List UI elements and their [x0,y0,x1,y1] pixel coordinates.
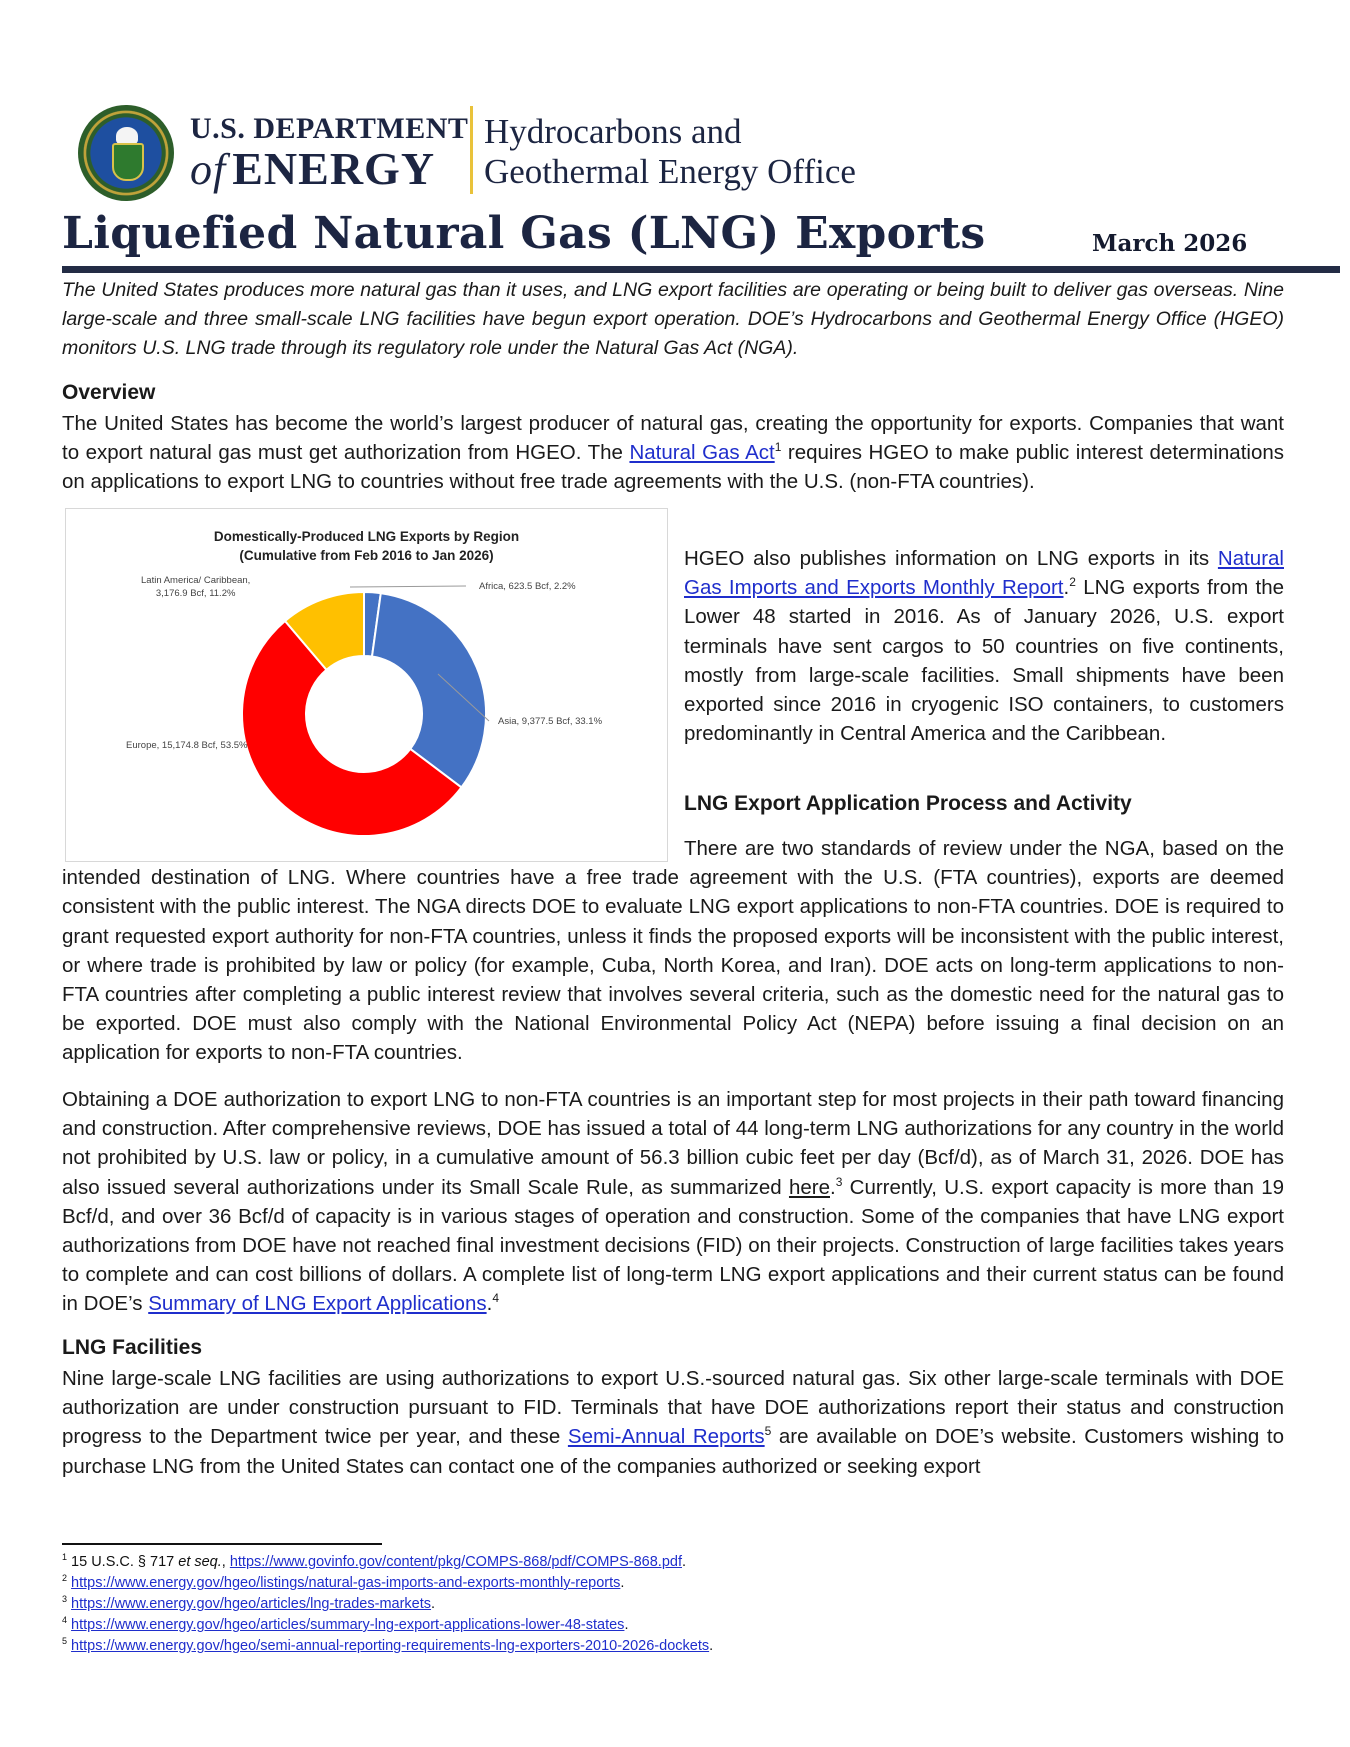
footnote-number: 3 [62,1594,68,1605]
text: are available on DOE’s website. Customers wishing to purchase LNG from the United States can contact one of the companies authorized or seeking export [62,1425,1284,1478]
office-name-line1: Hydrocarbons and [484,112,742,151]
footnote-3 [62,1594,713,1615]
label-latin-america-line1: Latin America/ Caribbean, [141,575,251,586]
agency-name-line1: U.S. DEPARTMENT [190,112,469,145]
footnote-number: 1 [62,1552,68,1563]
footnote-4 [62,1615,713,1636]
footnote-number: 2 [62,1573,68,1584]
label-latin-america [141,574,250,600]
footnote-ref-1[interactable]: 1 [774,440,782,455]
agency-prefix: of [190,145,227,194]
monthly-report-link[interactable]: Natural Gas Imports and Exports Monthly Report [684,547,1284,600]
footnote-5 [62,1636,713,1657]
footnote-ref-3[interactable]: 3 [835,1174,843,1189]
chart-title-line1: Domestically-Produced LNG Exports by Region [213,529,520,544]
footnote-end: . [620,1575,625,1591]
publication-date: March 2026 [1092,230,1248,257]
facilities-heading: LNG Facilities [62,1336,203,1359]
footnote-end: . [431,1596,436,1612]
doe-seal-icon [78,105,174,201]
footnote-1-link[interactable]: https://www.govinfo.gov/content/pkg/COMPS-868/pdf/COMPS-868.pdf [229,1554,682,1570]
footnote-ref-2[interactable]: 2 [1069,575,1076,590]
donut-chart-graphic [66,509,667,861]
overview-paragraph-1 [62,409,1284,497]
footnote-number: 5 [62,1636,68,1647]
overview-heading: Overview [62,381,156,404]
footnote-end: . [682,1554,687,1570]
footnotes [62,1552,713,1657]
natural-gas-act-link[interactable]: Natural Gas Act [629,441,775,465]
facilities-paragraph [62,1364,1284,1481]
footnote-2-link[interactable]: https://www.energy.gov/hgeo/listings/natural-gas-imports-and-exports-monthly-reports [71,1575,621,1591]
intro-summary: The United States produces more natural gas than it uses, and LNG export facilities are operating or being built to deliver gas overseas. Nine large-scale and three small-scale LNG facilities have begun export operation. DOE’s Hydrocarbons and Geothermal Energy Office (HGEO) monitors U.S. LNG trade through its regulatory role under the Natural Gas Act (NGA). [62,279,1284,359]
small-scale-here-link[interactable]: here [788,1175,830,1199]
text: HGEO also publishes information on LNG exports in its [684,547,1218,570]
application-paragraph-1: There are two standards of review under the NGA, based on the intended destination of LNG. Where countries have a free trade agreement with the U.S. (FTA countries), exports are deemed consistent with the public interest. The NGA directs DOE to evaluate LNG export applications to non-FTA countries. DOE is required to grant requested export authority for non-FTA countries, unless it finds the proposed exports will be inconsistent with the public interest, or where trade is prohibited by law or policy (for example, Cuba, North Korea, and Iran). DOE acts on long-term applications to non-FTA countries after completing a public interest review that involves several criteria, such as the domestic need for the natural gas to be exported. DOE must also comply with the National Environmental Policy Act (NEPA) before issuing a final decision on an application for exports to non-FTA countries. [62,837,1284,1065]
footnote-citation: 15 U.S.C. § 717 [71,1554,179,1570]
text: Nine large-scale LNG facilities are using authorizations to export U.S.-sourced natural gas. Six other large-scale terminals with DOE authorization are under construction pursuant to FID. Terminals that have DOE authorizations report their status and construction progress to the Department twice per year, and these [62,1367,1284,1449]
shield-icon [112,143,144,181]
footnote-ref-5[interactable]: 5 [764,1424,772,1439]
footnote-5-link[interactable]: https://www.energy.gov/hgeo/semi-annual-reporting-requirements-lng-exporters-2010-2026-dockets [71,1638,710,1654]
summary-applications-link[interactable]: Summary of LNG Export Applications [148,1292,487,1316]
office-name [484,112,856,192]
footnote-end: . [624,1617,629,1633]
donut-slice-asia [372,593,486,787]
chart-subtitle: (Cumulative from Feb 2016 to Jan 2026) [239,548,494,563]
footnote-number: 4 [62,1615,68,1626]
semi-annual-reports-link[interactable]: Semi-Annual Reports [567,1425,765,1449]
label-africa: Africa, 623.5 Bcf, 2.2% [479,581,576,592]
agency-name-line2 [190,142,435,195]
text: Obtaining a DOE authorization to export LNG to non-FTA countries is an important step for most projects in their path toward financing and construction. After comprehensive reviews, DOE has issued a total of 44 long-term LNG authorizations for any country in the world not prohibited by U.S. law or policy, in a cumulative amount of 56.3 billion cubic feet per day (Bcf/d), as of March 31, 2026. DOE has also issued several authorizations under its Small Scale Rule, as summarized [62,1088,1284,1199]
footnote-end: . [709,1638,714,1654]
page-title: Liquefied Natural Gas (LNG) Exports [62,208,986,259]
header-divider [470,106,473,194]
footnote-sep: , [221,1554,230,1570]
leader-line-africa [350,586,466,587]
footnote-italic: et seq. [178,1554,222,1570]
agency-energy: ENERGY [232,143,436,194]
text: Currently, U.S. export capacity is more than 19 Bcf/d, and over 36 Bcf/d of capacity is in various stages of operation and construction. Some of the companies that have LNG export authorizations from DOE have not reached final investment decisions (FID) on their projects. Construction of large facilities takes years to complete and can cost billions of dollars. A complete list of long-term LNG export applications and their current status can be found in DOE’s [62,1175,1284,1316]
footnote-4-link[interactable]: https://www.energy.gov/hgeo/articles/summary-lng-export-applications-lower-48-states [71,1617,625,1633]
footnote-separator [62,1543,382,1545]
application-paragraph-2: Obtaining a DOE authorization to export LNG to non-FTA countries is an important step for most projects in their path toward financing and construction. After comprehensive reviews, DOE has issued a total of 44 long-term LNG authorizations for any country in the world not prohibited by U.S. law or policy, in a cumulative amount of 56.3 billion cubic feet per day (Bcf/d), as of March 31, 2026. DOE has also issued several authorizations under its Small Scale Rule, as summarized here.$^3$ Currently, U.S. export capacity is more than 19 Bcf/d, and over 36 Bcf/d of capacity is in various stages of operation and construction. Some of the companies that have LNG export authorizations from DOE have not reached final investment decisions (FID) on their projects. Construction of large facilities takes years to complete and can cost billions of dollars. A complete list of long-term LNG export applications and their current status can be found in DOE’s Summary of LNG Export Applications.$^4$ [62,1088,1284,1316]
label-europe: Europe, 15,174.8 Bcf, 53.5% [126,740,248,751]
overview-paragraph-2: HGEO also publishes information on LNG exports in its Natural Gas Imports and Exports Monthly Report.$^2$ LNG exports from the Lower 48 started in 2016. As of January 2026, U.S. export terminals have sent cargos to 50 countries on five continents, mostly from large-scale facilities. Small shipments have been exported since 2016 in cryogenic ISO containers, to customers predominantly in Central America and the Caribbean. [684,547,1284,746]
office-name-line2: Geothermal Energy Office [484,152,856,191]
donut-chart [65,508,668,862]
title-rule [62,266,1340,273]
application-heading: LNG Export Application Process and Activity [684,792,1132,815]
text: requires HGEO to make public interest determinations on applications to export LNG to countries without free trade agreements with the U.S. (non-FTA countries). [62,441,1284,494]
text: The United States has become the world’s largest producer of natural gas, creating the opportunity for exports. Companies that want to export natural gas must get authorization from HGEO. The [62,412,1284,465]
footnote-3-link[interactable]: https://www.energy.gov/hgeo/articles/lng-trades-markets [71,1596,432,1612]
label-asia: Asia, 9,377.5 Bcf, 33.1% [498,716,603,727]
label-latin-america-line2: 3,176.9 Bcf, 11.2% [155,588,236,599]
footnote-1 [62,1552,713,1573]
footnote-2 [62,1573,713,1594]
text: LNG exports from the Lower 48 started in 2016. As of January 2026, U.S. export terminals have sent cargos to 50 countries on five continents, mostly from large-scale facilities. Small shipments have been exported since 2016 in cryogenic ISO containers, to customers predominantly in Central America and the Caribbean. [684,576,1284,746]
footnote-ref-4[interactable]: 4 [492,1291,499,1306]
